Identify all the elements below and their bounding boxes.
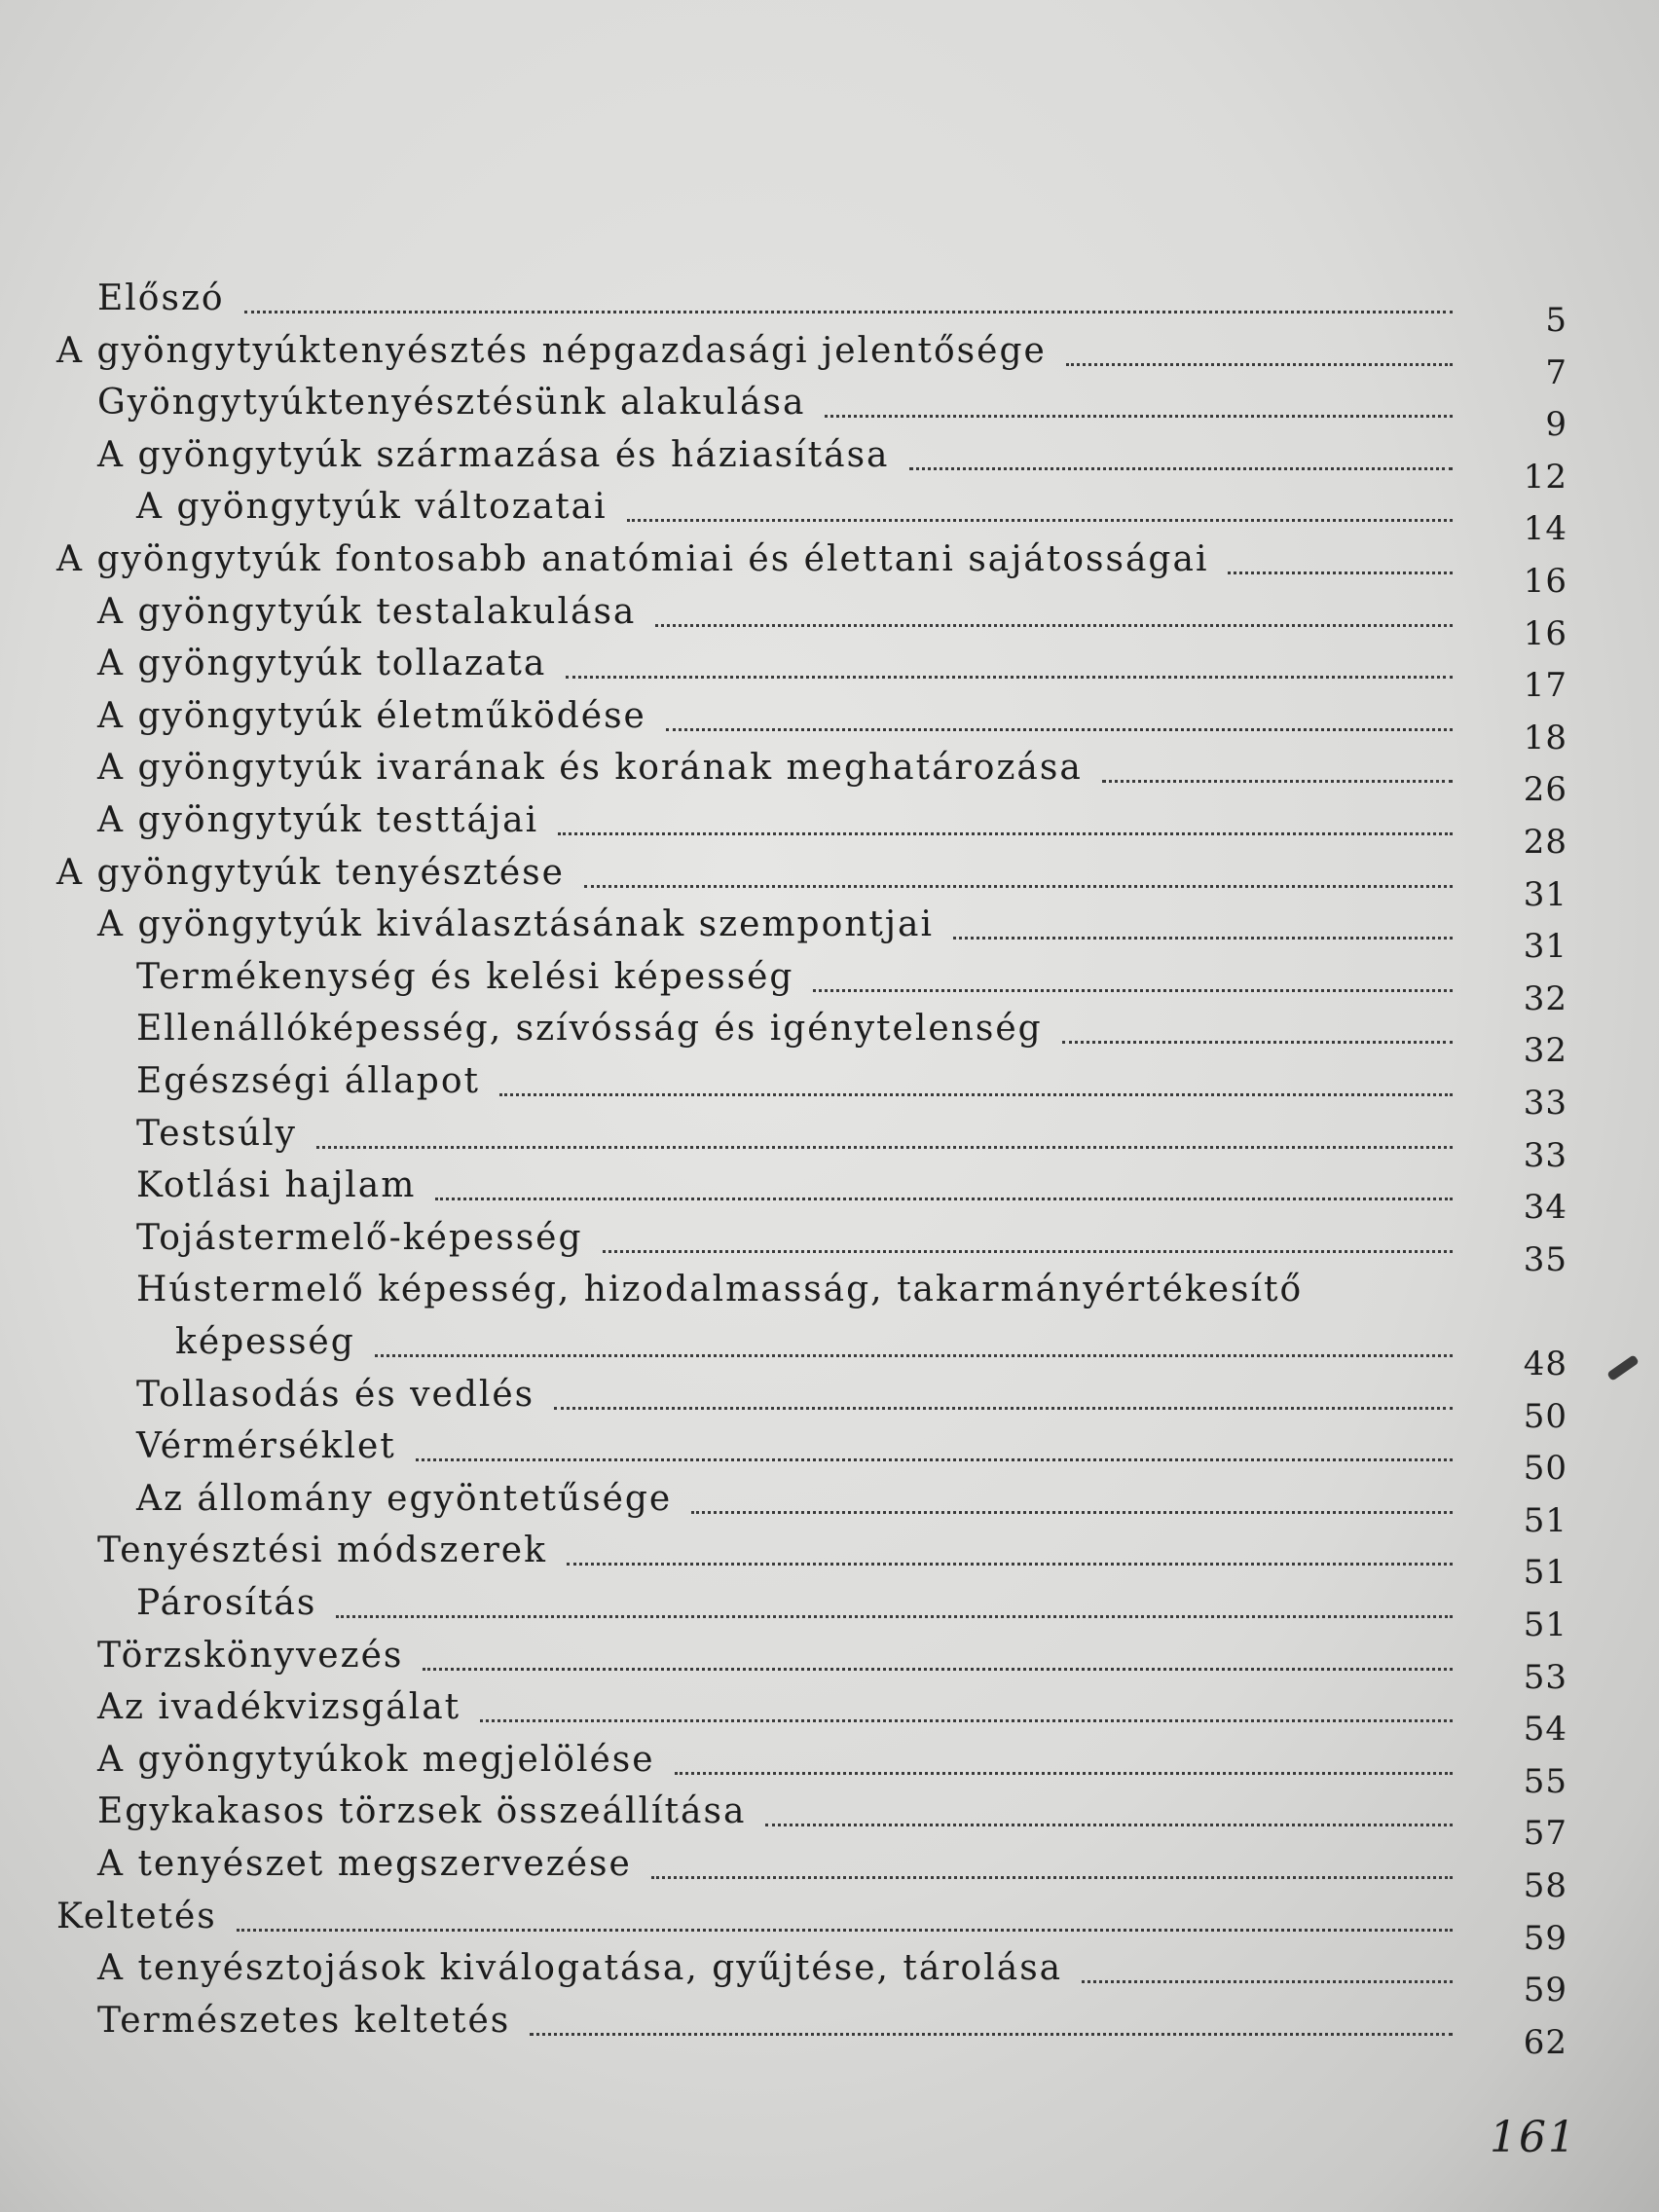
dot-leader <box>499 1044 1453 1096</box>
toc-entry-page: 33 <box>1523 1084 1567 1123</box>
dot-leader <box>651 1826 1453 1879</box>
toc-entry-title: A gyöngytyúk testtájai <box>97 800 539 840</box>
toc-entry-title: Egykakasos törzsek összeállítása <box>97 1791 747 1832</box>
toc-entry-page: 26 <box>1523 770 1567 810</box>
toc-entry-page: 50 <box>1523 1396 1567 1436</box>
dot-leader <box>566 626 1453 679</box>
dot-leader <box>765 1774 1453 1826</box>
toc-entry-title: Hústermelő képesség, hizodalmasság, takarmányértékesítő <box>136 1270 1304 1310</box>
toc-entry-page: 51 <box>1523 1605 1567 1644</box>
toc-entry-page: 7 <box>1545 352 1567 392</box>
toc-entry-title: Kotlási hajlam <box>136 1165 417 1206</box>
toc-entry-page: 16 <box>1523 613 1567 653</box>
toc-entry-page: 12 <box>1523 457 1567 497</box>
toc-entry-page: 59 <box>1523 1971 1567 2010</box>
dot-leader <box>1228 522 1453 574</box>
toc-entry-page: 31 <box>1523 874 1567 914</box>
toc-entry-title: A gyöngytyúkok megjelölése <box>97 1739 655 1780</box>
dot-leader <box>336 1566 1453 1618</box>
toc-entry-page: 33 <box>1523 1135 1567 1175</box>
toc-entry-page: 31 <box>1523 927 1567 967</box>
toc-entry-page: 51 <box>1523 1553 1567 1593</box>
dot-leader <box>666 679 1453 731</box>
toc-entry-page: 17 <box>1523 666 1567 706</box>
toc-entry-title: Az ivadékvizsgálat <box>97 1687 461 1728</box>
toc-entry-page: 58 <box>1523 1866 1567 1905</box>
toc-entry-title: Testsúly <box>136 1113 297 1154</box>
dot-leader <box>423 1618 1453 1671</box>
toc-entry-title: Ellenállóképesség, szívósság és igénytelenség <box>136 1009 1043 1050</box>
toc-entry-title: A gyöngytyúk ivarának és korának meghatározása <box>97 748 1083 789</box>
toc-entry-title: Párosítás <box>136 1583 317 1623</box>
dot-leader <box>375 1305 1453 1357</box>
dot-leader <box>480 1670 1453 1722</box>
dot-leader <box>435 1148 1453 1200</box>
toc-entry-page: 50 <box>1523 1449 1567 1489</box>
toc-entry-title: A gyöngytyúk kiválasztásának szempontjai <box>97 904 935 945</box>
toc-entry-page: 14 <box>1523 509 1567 549</box>
dot-leader <box>244 261 1453 313</box>
dot-leader <box>316 1096 1453 1149</box>
toc-entry-title: A tenyésztojások kiválogatása, gyűjtése, tárolása <box>97 1948 1063 1989</box>
toc-entry-title: A gyöngytyúk származása és háziasítása <box>97 434 890 475</box>
dot-leader <box>603 1200 1453 1253</box>
dot-leader <box>567 1513 1453 1566</box>
toc-entry-title: A gyöngytyúktenyésztés népgazdasági jelentősége <box>56 330 1047 371</box>
toc-entry-title: Természetes keltetés <box>97 2000 511 2041</box>
toc-entry-title: Vérmérséklet <box>136 1426 396 1467</box>
toc-entry-title: A gyöngytyúk testalakulása <box>97 591 637 632</box>
toc-entry-title: Gyöngytyúktenyésztésünk alakulása <box>97 383 806 424</box>
toc-entry-page: 32 <box>1523 1031 1567 1071</box>
dot-leader <box>909 418 1453 470</box>
toc-entry-page: 59 <box>1523 1918 1567 1958</box>
toc-entry-title: A gyöngytyúk életműködése <box>97 695 646 736</box>
dot-leader <box>1062 991 1453 1044</box>
toc-entry <box>0 1995 1659 2062</box>
toc-entry-page: 5 <box>1545 301 1567 340</box>
toc-entry-page: 9 <box>1545 405 1567 445</box>
toc-entry-page: 53 <box>1523 1657 1567 1697</box>
toc-entry-page: 34 <box>1523 1188 1567 1228</box>
dot-leader <box>627 469 1453 522</box>
toc-entry-title: Az állomány egyöntetűsége <box>136 1478 673 1519</box>
toc-entry-page: 55 <box>1523 1761 1567 1801</box>
toc-entry-title: A tenyészet megszervezése <box>97 1844 632 1884</box>
toc-entry-page: 18 <box>1523 718 1567 757</box>
dot-leader <box>655 574 1453 627</box>
toc-entry <box>0 1212 1659 1279</box>
toc-entry-page: 48 <box>1523 1345 1567 1383</box>
toc-entry-page: 32 <box>1523 978 1567 1018</box>
toc-entry-page: 57 <box>1523 1814 1567 1854</box>
dot-leader <box>953 887 1453 940</box>
toc-entry-title: Keltetés <box>56 1896 217 1936</box>
toc-entry-page: 54 <box>1523 1710 1567 1750</box>
dot-leader <box>554 1357 1453 1410</box>
dot-leader <box>237 1879 1453 1932</box>
dot-leader <box>825 365 1453 418</box>
toc-entry-title: Törzskönyvezés <box>97 1635 404 1676</box>
dot-leader <box>1066 313 1453 366</box>
dot-leader <box>675 1722 1453 1775</box>
toc-entry-title: A gyöngytyúk tollazata <box>97 644 547 684</box>
toc-entry-title: Termékenység és kelési képesség <box>136 956 794 997</box>
toc-entry-title: A gyöngytyúk változatai <box>136 487 608 528</box>
toc-entry-page: 16 <box>1523 562 1567 601</box>
dot-leader <box>691 1461 1453 1514</box>
page-number: 161 <box>1490 2113 1577 2162</box>
toc-entry-title: Egészségi állapot <box>136 1061 480 1101</box>
toc-entry-title: képesség <box>175 1322 355 1362</box>
dot-leader <box>1102 730 1453 783</box>
toc-entry-title: A gyöngytyúk fontosabb anatómiai és élettani sajátosságai <box>56 539 1209 579</box>
dot-leader <box>558 783 1453 835</box>
toc-entry-title: Előszó <box>97 278 225 318</box>
dot-leader <box>530 1983 1453 2036</box>
dot-leader <box>416 1409 1453 1461</box>
toc-entry-title: A gyöngytyúk tenyésztése <box>56 852 565 893</box>
toc-entry-page: 51 <box>1523 1500 1567 1540</box>
toc-entry-page: 35 <box>1523 1239 1567 1279</box>
dot-leader <box>813 940 1453 992</box>
toc-entry-title: Tollasodás és vedlés <box>136 1374 535 1415</box>
toc-entry-page: 62 <box>1523 2022 1567 2062</box>
dot-leader <box>584 835 1453 888</box>
toc-entry-title: Tojástermelő-képesség <box>136 1217 583 1258</box>
toc-entry-title: Tenyésztési módszerek <box>97 1530 547 1571</box>
dot-leader <box>1082 1931 1453 1983</box>
toc-entry-page: 28 <box>1523 823 1567 862</box>
